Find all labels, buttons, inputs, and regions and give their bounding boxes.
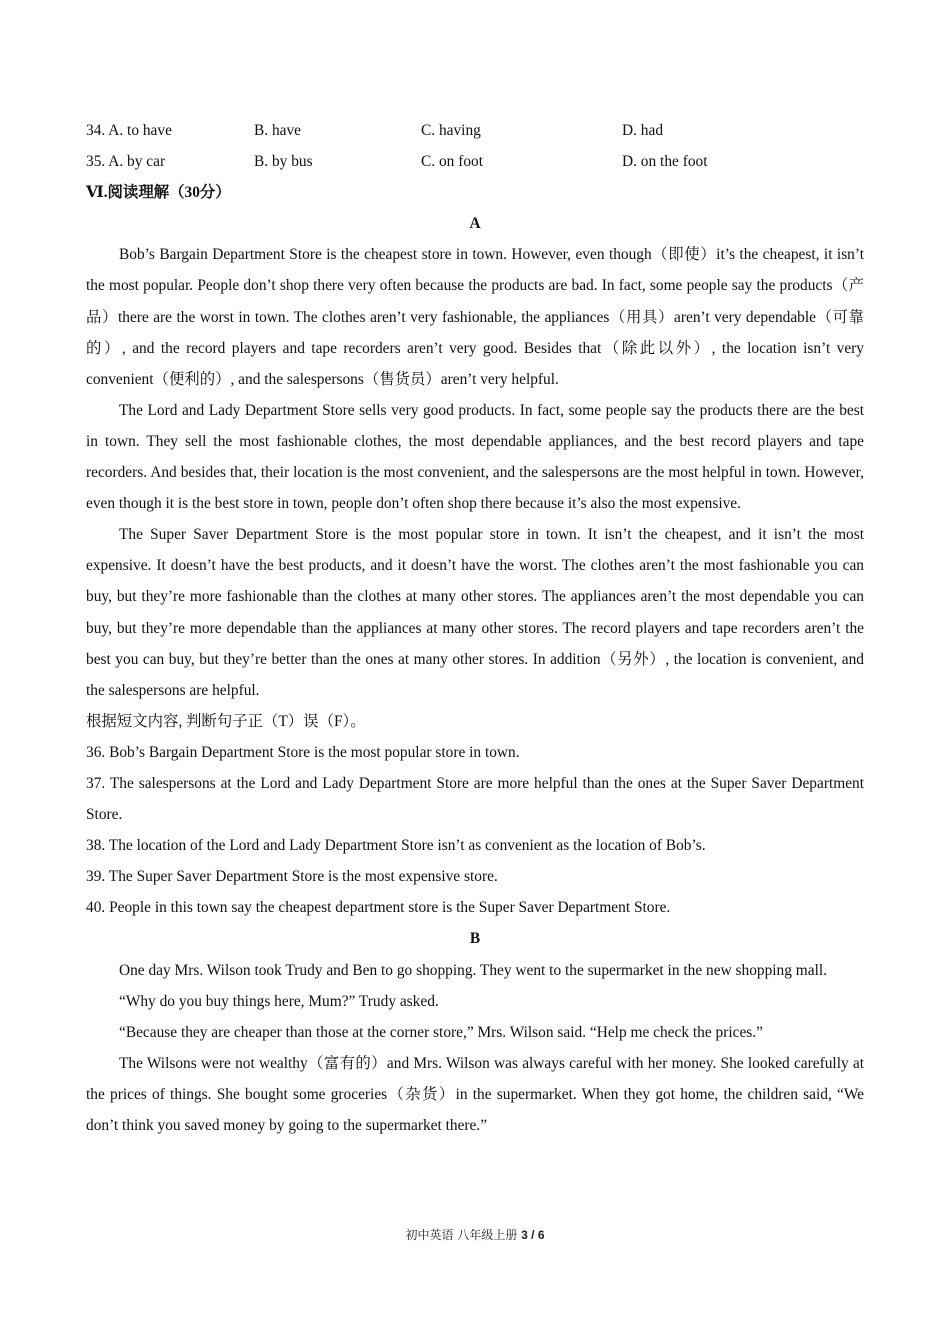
- option-b: B. have: [254, 122, 302, 139]
- option-c: C. having: [421, 122, 481, 139]
- passage-b-paragraph: “Because they are cheaper than those at the corner store,” Mrs. Wilson said. “Help me check the prices.”: [119, 1023, 763, 1041]
- document-page: [86, 115, 864, 1141]
- question-35-options: [86, 146, 864, 177]
- question-39: 39. The Super Saver Department Store is the most expensive store.: [86, 868, 498, 886]
- option-c: C. on foot: [421, 153, 483, 171]
- passage-b-paragraph: One day Mrs. Wilson took Trudy and Ben to go shopping. They went to the supermarket in the new shopping mall.: [119, 961, 827, 979]
- option-a: 34. A. to have: [86, 122, 172, 139]
- passage-a-paragraph: The Lord and Lady Department Store sells very good products. In fact, some people say the products there are the best in town. They sell the most fashionable clothes, the most dependable appliances, and the best record players and tape recorders. And besides that, their location is the most convenient, and the salespersons are the most helpful in town. However, even though it is the best store in town, people don’t often shop there because it’s also the most expensive.: [86, 401, 864, 513]
- passage-a-paragraph: The Super Saver Department Store is the most popular store in town. It isn’t the cheapest, and it isn’t the most expensive. It doesn’t have the best products, and it doesn’t have the worst. The clothes aren’t the most fashionable you can buy, but they’re more fashionable than the clothes at many other stores. The appliances aren’t the most dependable you can buy, but they’re more dependable than the appliances at many other stores. The record players and tape recorders aren’t the best you can buy, but they’re better than the ones at many other stores. In addition（另外）, the location is convenient, and the salespersons are helpful.: [86, 526, 864, 699]
- question-36: 36. Bob’s Bargain Department Store is the most popular store in town.: [86, 743, 520, 761]
- instruction: 根据短文内容, 判断句子正（T）误（F）。: [86, 712, 366, 730]
- page-footer: [0, 1226, 950, 1243]
- passage-a-paragraph: Bob’s Bargain Department Store is the cheapest store in town. However, even though（即使）it’s the cheapest, it isn’t the most popular. People don’t shop there very often because the products are bad. In fact, some people say the products（产品）there are the worst in town. The clothes aren’t very fashionable, the appliances（用具）aren’t very dependable（可靠的）, and the record players and tape recorders aren’t very good. Besides that（除此以外）, the location isn’t very convenient（便利的）, and the salespersons（售货员）aren’t very helpful.: [86, 246, 864, 388]
- passage-a-label: A: [469, 215, 481, 233]
- passage-b-paragraph: The Wilsons were not wealthy（富有的）and Mrs. Wilson was always careful with her money. She looked carefully at the prices of things. She bought some groceries（杂货）in the supermarket. When they got home, the children said, “We don’t think you saved money by going to the supermarket there.”: [86, 1054, 864, 1134]
- option-d: D. had: [622, 122, 664, 139]
- question-38: 38. The location of the Lord and Lady Department Store isn’t as convenient as the location of Bob’s.: [86, 837, 706, 855]
- question-37: 37. The salespersons at the Lord and Lady Department Store are more helpful than the ones at the Super Saver Department Store.: [86, 774, 864, 824]
- passage-b-label: B: [469, 930, 481, 948]
- section-title: Ⅵ.阅读理解（30分）: [86, 184, 231, 202]
- option-d: D. on the foot: [622, 153, 708, 171]
- option-a: 35. A. by car: [86, 153, 166, 171]
- option-b: B. by bus: [254, 153, 313, 171]
- question-40: 40. People in this town say the cheapest department store is the Super Saver Department Store.: [86, 899, 671, 917]
- passage-b-paragraph: “Why do you buy things here, Mum?” Trudy asked.: [119, 992, 439, 1010]
- footer-text: 初中英语 八年级上册: [405, 1228, 522, 1242]
- page-number: 3 / 6: [521, 1228, 545, 1242]
- question-34-options: [86, 115, 864, 146]
